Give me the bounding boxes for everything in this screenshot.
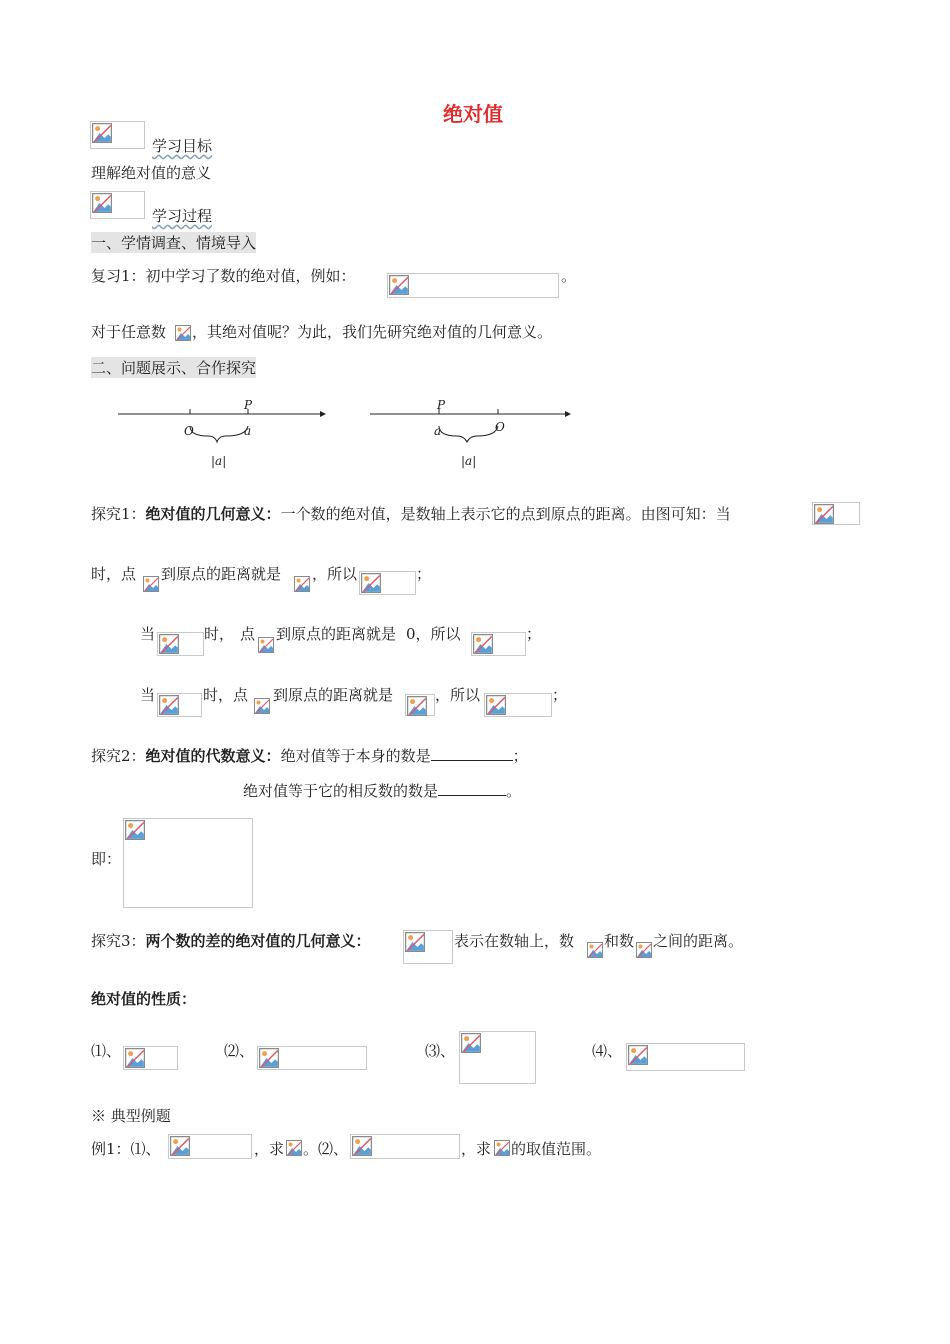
number-line-diagram — [110, 396, 580, 476]
explore2-text1: 绝对值等于本身的数是 — [280, 747, 431, 765]
label-abs-a: |a| — [211, 454, 227, 468]
goal-text: 理解绝对值的意义 — [91, 164, 212, 182]
example1-text: 例1：⑴、 — [91, 1140, 161, 1158]
explore3-label: 探究3： — [91, 932, 146, 950]
explore1-label: 探究1： — [91, 505, 146, 523]
broken-image-icon — [352, 1136, 372, 1156]
broken-image-icon — [814, 504, 834, 524]
broken-image-icon — [286, 1140, 302, 1156]
example1-text: 。⑵、 — [303, 1140, 349, 1158]
fill-blank[interactable] — [431, 746, 513, 761]
any-prefix: 对于任意数 — [91, 323, 167, 341]
fill-blank[interactable] — [438, 781, 506, 796]
broken-image-icon — [587, 942, 603, 958]
formula-image — [471, 632, 526, 656]
formula-image — [812, 502, 860, 525]
number-line-right — [370, 409, 571, 442]
properties-heading: 绝对值的性质： — [91, 990, 197, 1008]
example1-text: 的取值范围。 — [511, 1140, 602, 1158]
explore1-line2-text: 时，点 — [91, 565, 137, 583]
property-1-label: ⑴、 — [91, 1042, 122, 1060]
property-2-label: ⑵、 — [224, 1042, 255, 1060]
label-p: P — [437, 398, 446, 412]
explore2-line2 — [243, 780, 521, 801]
formula-image — [387, 273, 559, 298]
explore2-end1: ； — [512, 747, 528, 765]
explore1-line2-text: 到原点的距离就是 — [161, 565, 282, 583]
broken-image-icon — [92, 123, 112, 143]
review-end: 。 — [561, 267, 577, 285]
label-p: P — [244, 398, 253, 412]
broken-image-icon — [389, 275, 409, 295]
formula-image — [157, 693, 202, 717]
broken-image-icon — [258, 637, 274, 653]
explore1-line4-text: 到原点的距离就是 — [273, 686, 394, 704]
formula-image — [350, 1134, 460, 1159]
example1-text: ，求 — [461, 1140, 492, 1158]
broken-image-icon — [254, 698, 270, 714]
broken-image-icon — [407, 696, 427, 716]
broken-image-icon — [259, 1048, 279, 1068]
explore1-line3-text: 当 — [140, 625, 156, 643]
formula-image — [403, 930, 453, 964]
broken-image-icon — [461, 1033, 481, 1053]
broken-image-icon — [361, 573, 381, 593]
explore1-line3-text: 时， — [204, 625, 235, 643]
formula-image — [123, 818, 253, 908]
broken-image-icon — [473, 634, 493, 654]
broken-image-icon — [628, 1045, 648, 1065]
any-suffix: ，其绝对值呢？为此，我们先研究绝对值的几何意义。 — [192, 323, 553, 341]
broken-image-icon — [636, 942, 652, 958]
broken-image-icon — [159, 634, 179, 654]
explore1-heading: 绝对值的几何意义： — [145, 505, 281, 523]
explore2-line1 — [91, 745, 528, 766]
examples-heading: ※ 典型例题 — [91, 1107, 171, 1125]
part1-heading: 一、学情调查、情境导入 — [91, 234, 257, 252]
explore1-line1 — [91, 503, 731, 524]
explore1-line2-text: ，所以 — [312, 565, 358, 583]
broken-image-icon — [92, 193, 112, 213]
label-o: O — [184, 424, 194, 438]
broken-image-icon — [294, 576, 310, 592]
formula-image — [484, 693, 552, 717]
explore1-line4-text: 时，点 — [203, 686, 249, 704]
number-line-left — [118, 409, 326, 442]
explore1-line2-end: ； — [416, 565, 432, 583]
explore1-line3-text: 点 — [240, 625, 256, 643]
explore3-text: 和数 — [604, 932, 635, 950]
explore1-line4-text: ，所以 — [435, 686, 481, 704]
property-1-formula — [123, 1046, 178, 1070]
image-placeholder — [90, 191, 145, 219]
label-o: O — [495, 420, 505, 434]
page-title: 绝对值 — [443, 102, 503, 126]
explore2-heading: 绝对值的代数意义： — [145, 747, 281, 765]
broken-image-icon — [405, 932, 425, 952]
explore1-line4-text: 当 — [140, 686, 156, 704]
broken-image-icon — [486, 695, 506, 715]
broken-image-icon — [125, 820, 145, 840]
process-heading: 学习过程 — [152, 207, 213, 225]
explore3-heading: 两个数的差的绝对值的几何意义： — [145, 932, 371, 950]
broken-image-icon — [125, 1048, 145, 1068]
property-4-label: ⑷、 — [592, 1042, 623, 1060]
explore1-text: 一个数的绝对值，是数轴上表示它的点到原点的距离。由图可知：当 — [280, 505, 731, 523]
explore1-line3-end: ； — [526, 625, 542, 643]
broken-image-icon — [159, 695, 179, 715]
explore3-text: 表示在数轴上，数 — [454, 932, 575, 950]
image-placeholder — [90, 121, 145, 149]
property-3-formula — [459, 1031, 536, 1084]
property-3-label: ⑶、 — [425, 1042, 456, 1060]
property-4-formula — [626, 1043, 745, 1071]
broken-image-icon — [494, 1140, 510, 1156]
formula-image — [168, 1134, 252, 1159]
explore1-line3-text: 0，所以 — [406, 625, 461, 643]
broken-image-icon — [175, 325, 191, 341]
example1-text: ，求 — [254, 1140, 285, 1158]
part2-heading: 二、问题展示、合作探究 — [91, 359, 257, 377]
explore1-line3-text: 到原点的距离就是 — [276, 625, 397, 643]
explore2-label: 探究2： — [91, 747, 146, 765]
label-abs-a: |a| — [461, 454, 477, 468]
ji-label: 即： — [91, 850, 122, 868]
explore3-line — [91, 930, 371, 951]
formula-image — [359, 571, 416, 595]
explore2-text2: 绝对值等于它的相反数的数是 — [243, 782, 439, 800]
goal-heading: 学习目标 — [152, 137, 213, 155]
explore2-end2: 。 — [506, 782, 522, 800]
formula-image — [157, 632, 204, 656]
formula-image — [405, 694, 435, 716]
explore1-line4-end: ； — [552, 686, 568, 704]
property-2-formula — [257, 1046, 367, 1070]
review-text: 复习1：初中学习了数的绝对值，例如： — [91, 267, 356, 285]
label-a: a — [434, 424, 442, 438]
label-a: a — [244, 424, 252, 438]
broken-image-icon — [170, 1136, 190, 1156]
explore3-text: 之间的距离。 — [653, 932, 744, 950]
broken-image-icon — [143, 576, 159, 592]
